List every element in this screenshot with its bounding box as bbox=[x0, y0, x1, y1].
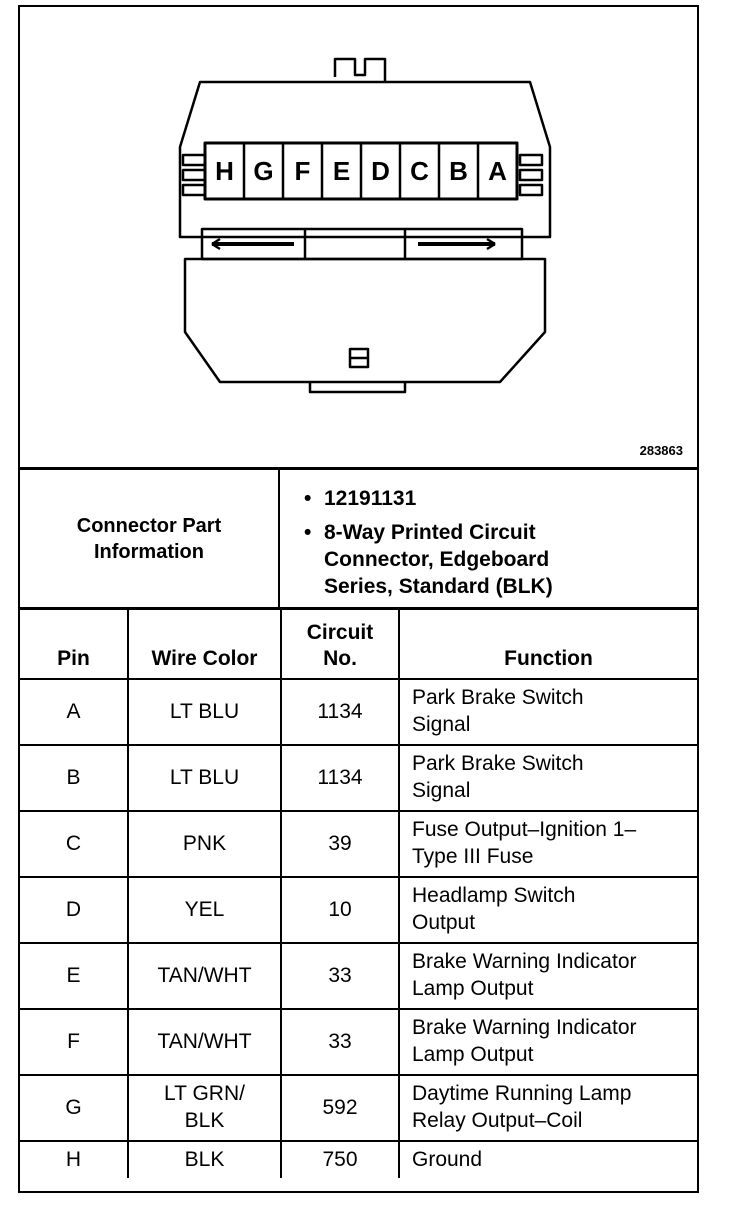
wire-color-cell: LT BLU bbox=[128, 745, 281, 811]
part-description: • 8-Way Printed Circuit Connector, Edgeboard Series, Standard (BLK) bbox=[324, 520, 697, 601]
pin-row-b bbox=[20, 745, 697, 811]
cavity-label: G bbox=[253, 156, 274, 186]
connector-info-list bbox=[280, 470, 697, 607]
pin-header: Pin bbox=[20, 609, 128, 680]
cavity-label: D bbox=[371, 156, 390, 186]
wire-color-cell: LT BLU bbox=[128, 679, 281, 745]
connector-info-label-text: Connector Part Information bbox=[76, 514, 222, 563]
circuit-cell: 750 bbox=[281, 1141, 399, 1178]
pinout-rows bbox=[20, 679, 697, 1178]
function-cell: Fuse Output–Ignition 1– Type III Fuse bbox=[399, 811, 697, 877]
pin-cell: B bbox=[20, 745, 128, 811]
circuit-cell: 1134 bbox=[281, 745, 399, 811]
pin-cell: H bbox=[20, 1141, 128, 1178]
cavity-label: B bbox=[449, 156, 468, 186]
pin-cell: C bbox=[20, 811, 128, 877]
pinout-table bbox=[20, 607, 697, 1178]
figure-id: 283863 bbox=[639, 443, 683, 458]
pin-row-g bbox=[20, 1075, 697, 1141]
wire-color-cell: TAN/WHT bbox=[128, 1009, 281, 1075]
function-cell: Park Brake Switch Signal bbox=[399, 679, 697, 745]
cavity-label: F bbox=[294, 156, 311, 186]
wire-color-cell: BLK bbox=[128, 1141, 281, 1178]
pin-row-h bbox=[20, 1141, 697, 1178]
connector-drawing bbox=[20, 7, 697, 467]
pin-row-e bbox=[20, 943, 697, 1009]
cavity-label: E bbox=[332, 156, 351, 186]
function-header: Function bbox=[399, 609, 697, 680]
function-cell: Brake Warning Indicator Lamp Output bbox=[399, 1009, 697, 1075]
circuit-cell: 592 bbox=[281, 1075, 399, 1141]
function-cell: Brake Warning Indicator Lamp Output bbox=[399, 943, 697, 1009]
wire-color-cell: LT GRN/ BLK bbox=[128, 1075, 281, 1141]
circuit-cell: 33 bbox=[281, 943, 399, 1009]
wire-color-cell: PNK bbox=[128, 811, 281, 877]
circuit-cell: 39 bbox=[281, 811, 399, 877]
function-cell: Park Brake Switch Signal bbox=[399, 745, 697, 811]
wire-color-cell: TAN/WHT bbox=[128, 943, 281, 1009]
function-cell: Headlamp Switch Output bbox=[399, 877, 697, 943]
circuit-cell: 1134 bbox=[281, 679, 399, 745]
pin-row-d bbox=[20, 877, 697, 943]
cavity-label: H bbox=[215, 156, 234, 186]
function-cell: Daytime Running Lamp Relay Output–Coil bbox=[399, 1075, 697, 1141]
wire-color-header: Wire Color bbox=[128, 609, 281, 680]
pinout-header-row bbox=[20, 609, 697, 680]
pin-row-f bbox=[20, 1009, 697, 1075]
pin-cell: G bbox=[20, 1075, 128, 1141]
connector-info-label bbox=[20, 470, 280, 607]
cavity-label: A bbox=[488, 156, 507, 186]
wire-color-cell: YEL bbox=[128, 877, 281, 943]
cavity-label: C bbox=[410, 156, 429, 186]
pin-cell: F bbox=[20, 1009, 128, 1075]
connector-sheet bbox=[18, 5, 699, 1193]
part-number: • 12191131 bbox=[324, 486, 697, 513]
connector-figure bbox=[20, 7, 697, 467]
pin-cell: E bbox=[20, 943, 128, 1009]
circuit-header: Circuit No. bbox=[281, 609, 399, 680]
pin-row-c bbox=[20, 811, 697, 877]
pin-cell: D bbox=[20, 877, 128, 943]
pin-cell: A bbox=[20, 679, 128, 745]
function-cell: Ground bbox=[399, 1141, 697, 1178]
connector-part-info bbox=[20, 467, 697, 607]
circuit-cell: 10 bbox=[281, 877, 399, 943]
circuit-cell: 33 bbox=[281, 1009, 399, 1075]
pin-row-a bbox=[20, 679, 697, 745]
